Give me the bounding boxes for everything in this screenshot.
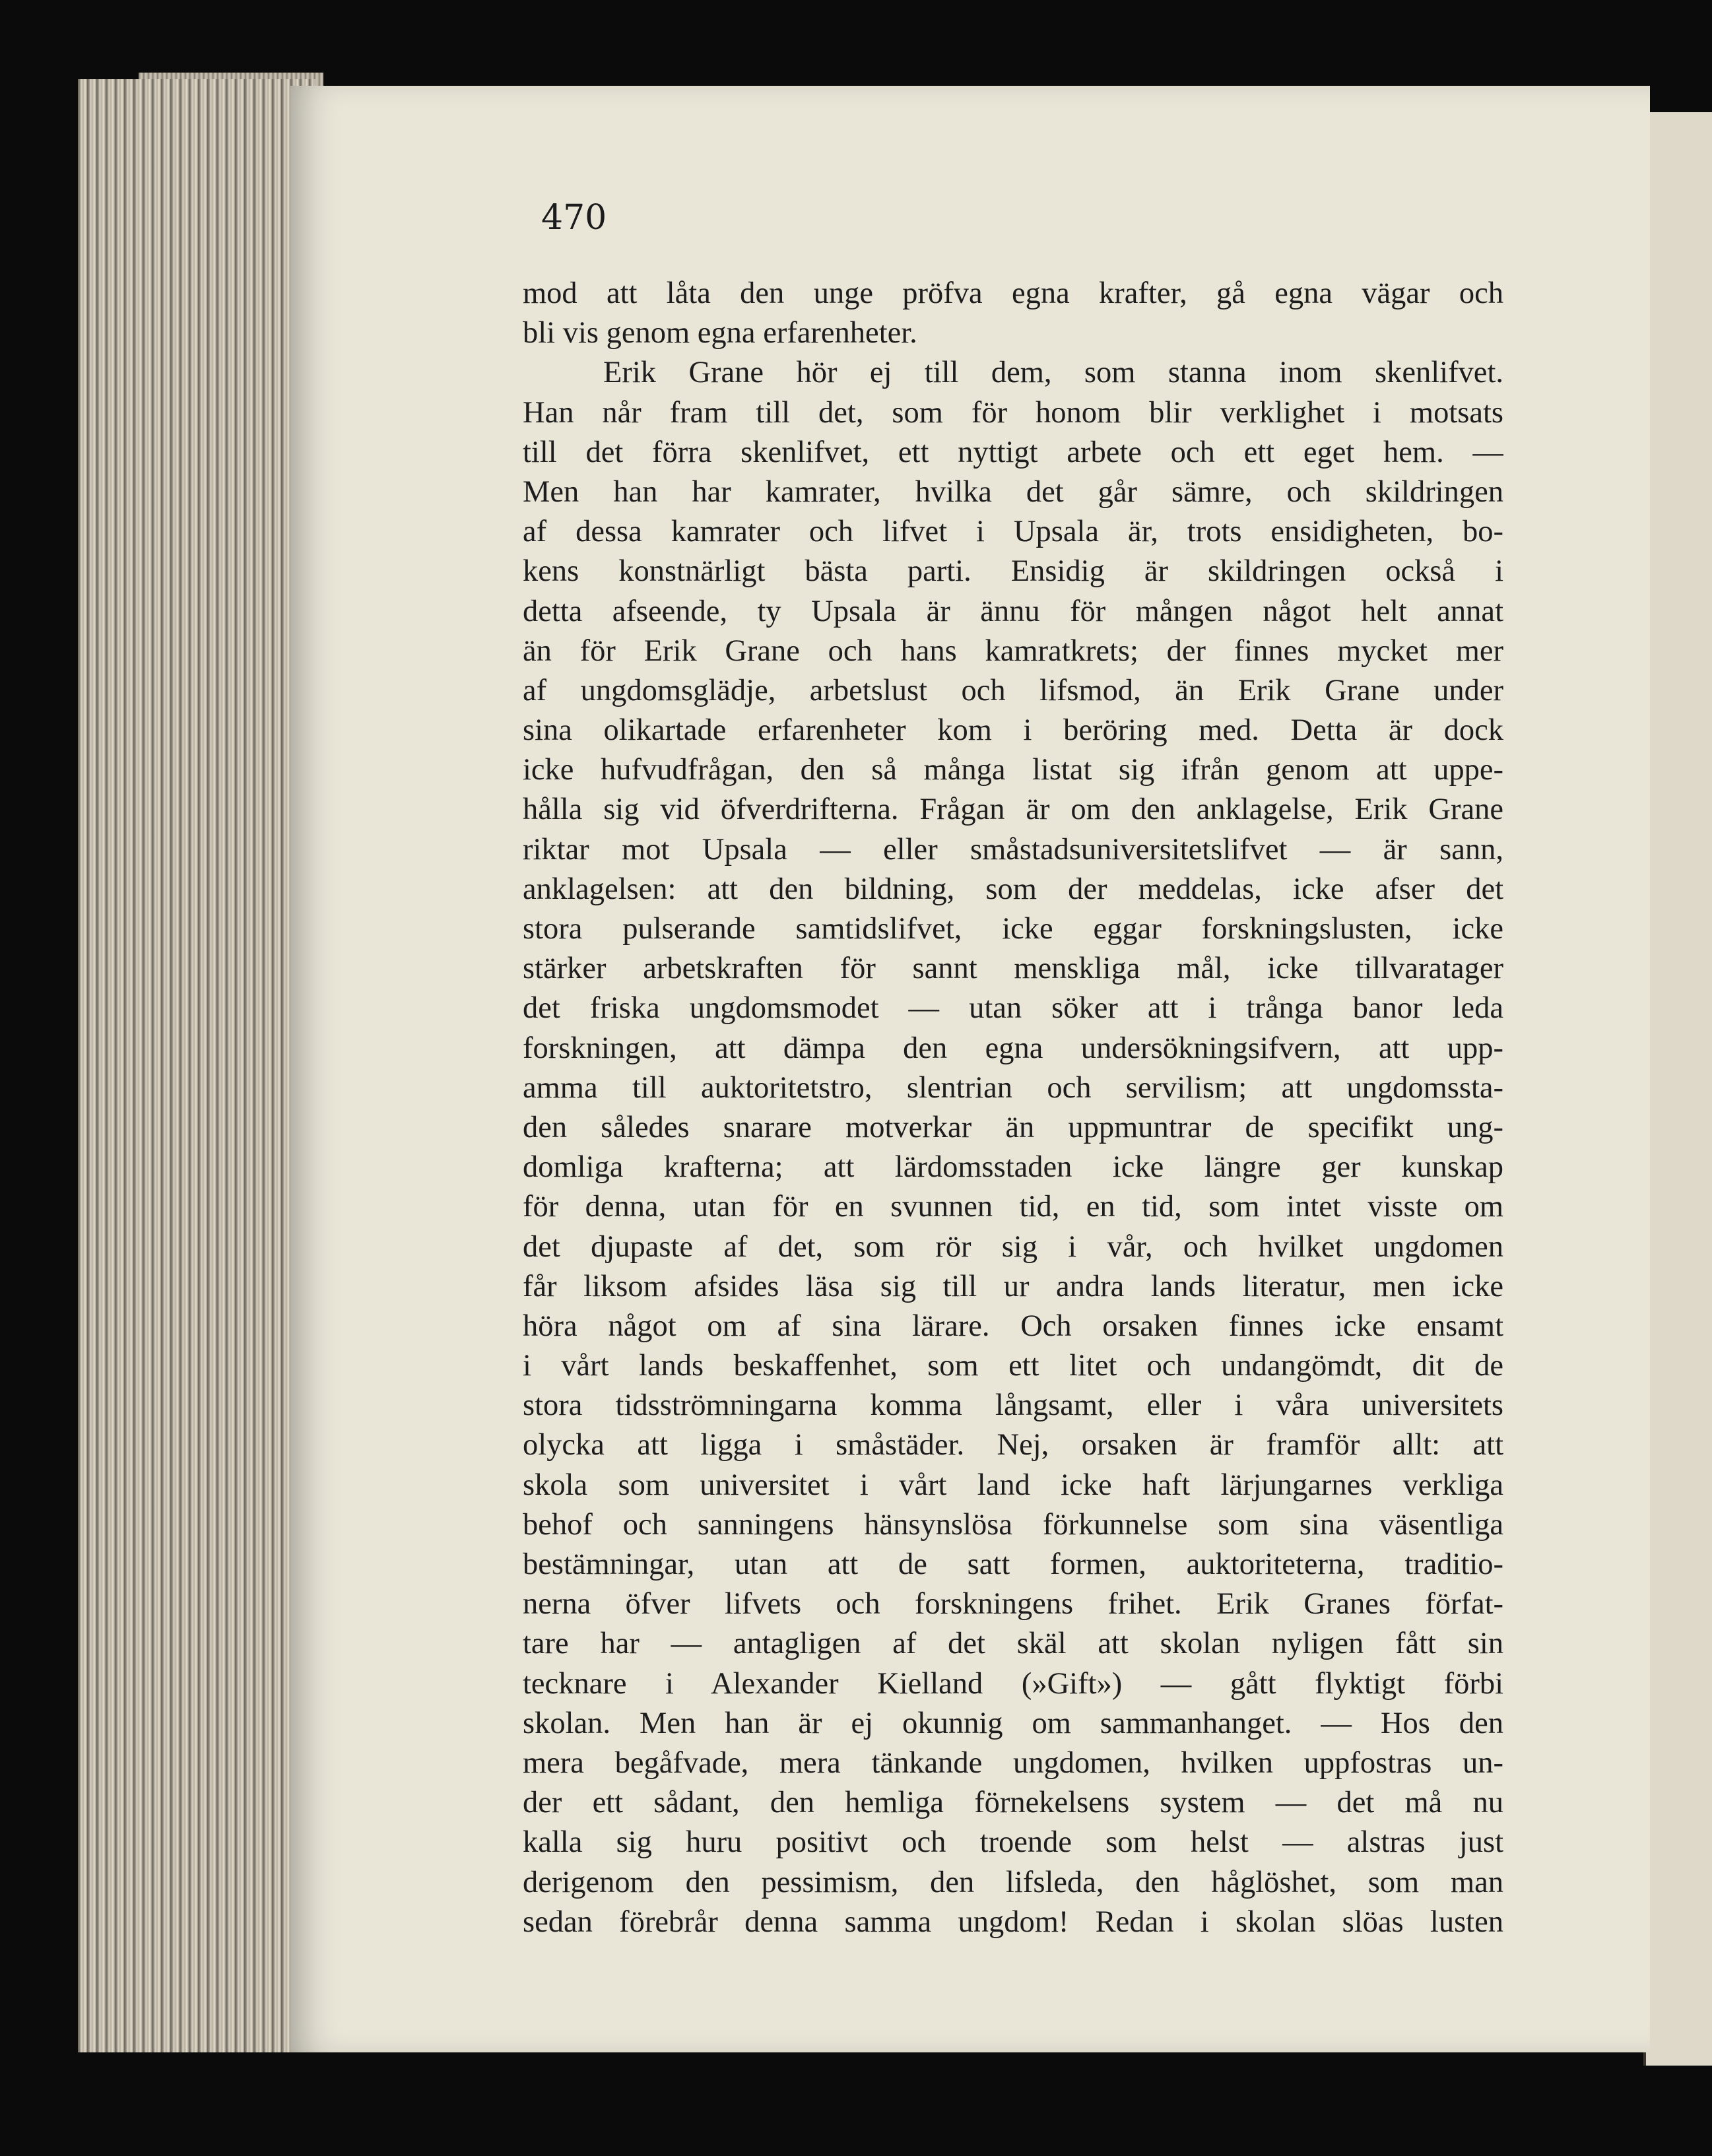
page-number: 470 bbox=[541, 198, 607, 238]
text-line: domliga krafterna; att lärdomsstaden icke längre ger kunskap bbox=[523, 1150, 1503, 1185]
text-line: riktar mot Upsala — eller småstadsuniversitetslifvet — är sann, bbox=[523, 832, 1503, 866]
text-line: af dessa kamrater och lifvet i Upsala är, trots ensidigheten, bo- bbox=[523, 515, 1503, 549]
text-line: får liksom afsides läsa sig till ur andra lands literatur, men icke bbox=[523, 1269, 1503, 1303]
text-line: icke hufvudfrågan, den så många listat sig ifrån genom att uppe- bbox=[523, 753, 1503, 787]
body-text bbox=[523, 274, 1503, 1942]
text-line: hålla sig vid öfverdrifterna. Frågan är om den anklagelse, Erik Grane bbox=[523, 793, 1503, 827]
text-line: stora pulserande samtidslifvet, icke eggar forskningslusten, icke bbox=[523, 912, 1503, 946]
text-line: bestämningar, utan att de satt formen, auktoriteterna, traditio- bbox=[523, 1548, 1503, 1581]
text-line: mera begåfvade, mera tänkande ungdomen, hvilken uppfostras un- bbox=[523, 1746, 1503, 1780]
text-line: Erik Grane hör ej till dem, som stanna inom skenlifvet. bbox=[603, 356, 1503, 390]
text-line: tare har — antagligen af det skäl att skolan nyligen fått sin bbox=[523, 1627, 1503, 1661]
text-line: det friska ungdomsmodet — utan söker att i trånga banor leda bbox=[523, 991, 1503, 1026]
text-line: nerna öfver lifvets och forskningens frihet. Erik Granes förfat- bbox=[523, 1587, 1503, 1621]
text-line: höra något om af sina lärare. Och orsaken finnes icke ensamt bbox=[523, 1309, 1503, 1343]
text-line: olycka att ligga i småstäder. Nej, orsaken är framför allt: att bbox=[523, 1428, 1503, 1462]
text-line: Men han har kamrater, hvilka det går sämre, och skildringen bbox=[523, 474, 1503, 509]
text-line: der ett sådant, den hemliga förnekelsens system — det må nu bbox=[523, 1786, 1503, 1820]
text-line: till det förra skenlifvet, ett nyttigt arbete och ett eget hem. — bbox=[523, 435, 1503, 469]
text-line: tecknare i Alexander Kielland (»Gift») — gått flyktigt förbi bbox=[523, 1666, 1503, 1701]
text-line: derigenom den pessimism, den lifsleda, den håglöshet, som man bbox=[523, 1865, 1503, 1899]
text-line: anklagelsen: att den bildning, som der meddelas, icke afser det bbox=[523, 872, 1503, 906]
text-line: stora tidsströmningarna komma långsamt, eller i våra universitets bbox=[523, 1388, 1503, 1423]
text-line: forskningen, att dämpa den egna undersökningsifvern, att upp- bbox=[523, 1031, 1503, 1065]
text-line: kens konstnärligt bästa parti. Ensidig är skildringen också i bbox=[523, 554, 1503, 589]
text-line: det djupaste af det, som rör sig i vår, och hvilket ungdomen bbox=[523, 1229, 1503, 1264]
text-line: skola som universitet i vårt land icke haft lärjungarnes verkliga bbox=[523, 1468, 1503, 1502]
text-line: skolan. Men han är ej okunnig om sammanhanget. — Hos den bbox=[523, 1706, 1503, 1740]
text-line: stärker arbetskraften för sannt menskliga mål, icke tillvaratager bbox=[523, 952, 1503, 986]
text-line: sina olikartade erfarenheter kom i beröring med. Detta är dock bbox=[523, 713, 1503, 748]
next-page-edge bbox=[1643, 112, 1712, 2066]
text-line: behof och sanningens hänsynslösa förkunnelse som sina väsentliga bbox=[523, 1507, 1503, 1542]
text-line: den således snarare motverkar än uppmuntrar de specifikt ung- bbox=[523, 1110, 1503, 1144]
text-line: bli vis genom egna erfarenheter. bbox=[523, 316, 917, 350]
text-line: sedan förebrår denna samma ungdom! Redan i skolan slöas lusten bbox=[523, 1905, 1503, 1939]
text-line: amma till auktoritetstro, slentrian och servilism; att ungdomssta- bbox=[523, 1070, 1503, 1105]
text-line: mod att låta den unge pröfva egna krafter, gå egna vägar och bbox=[523, 277, 1503, 310]
book-page-edges bbox=[78, 79, 315, 2052]
text-line: kalla sig huru positivt och troende som helst — alstras just bbox=[523, 1825, 1503, 1860]
text-line: i vårt lands beskaffenhet, som ett litet och undangömdt, dit de bbox=[523, 1349, 1503, 1383]
text-line: för denna, utan för en svunnen tid, en tid, som intet visste om bbox=[523, 1190, 1503, 1224]
text-line: detta afseende, ty Upsala är ännu för mången något helt annat bbox=[523, 594, 1503, 628]
text-line: än för Erik Grane och hans kamratkrets; der finnes mycket mer bbox=[523, 634, 1503, 668]
text-line: af ungdomsglädje, arbetslust och lifsmod, än Erik Grane under bbox=[523, 673, 1503, 707]
text-line: Han når fram till det, som för honom blir verklighet i motsats bbox=[523, 395, 1503, 430]
